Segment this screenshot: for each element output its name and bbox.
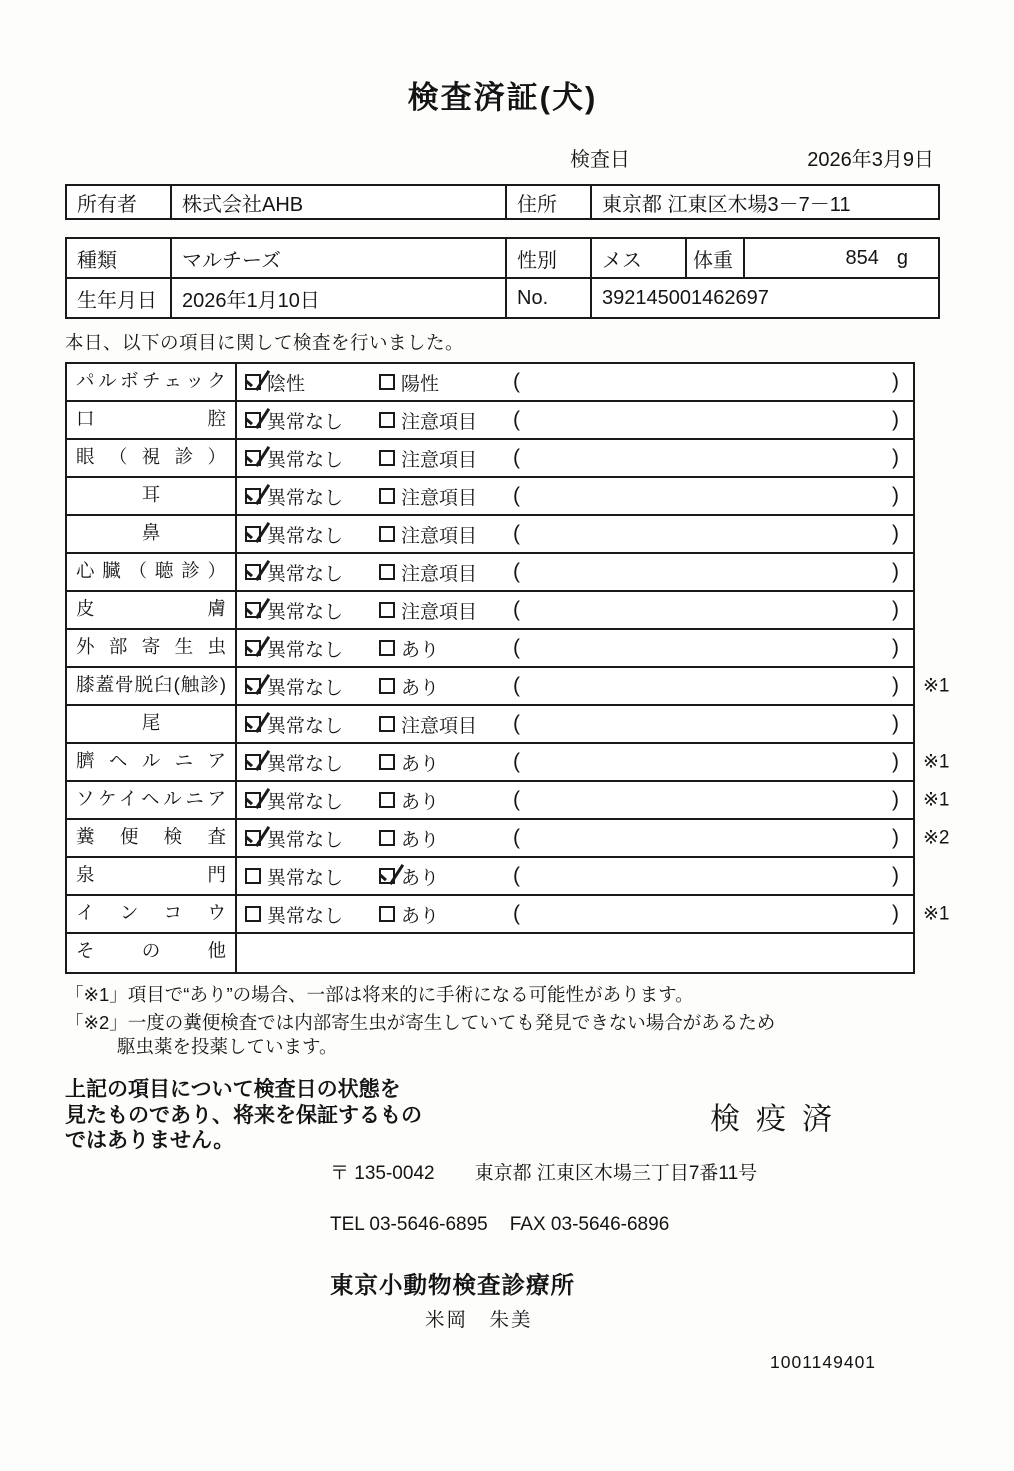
inspection-row bbox=[67, 934, 913, 972]
option-label: 異常なし bbox=[267, 601, 344, 623]
inspection-date-label: 検査日 bbox=[570, 149, 630, 171]
clinic-tel: TEL 03-5646-6895 bbox=[330, 1213, 488, 1235]
option-label: 陽性 bbox=[401, 373, 440, 395]
option-label: 異常なし bbox=[267, 715, 344, 737]
inspection-option-secondary bbox=[371, 896, 505, 932]
inspection-option-primary bbox=[237, 820, 371, 856]
inspection-row bbox=[67, 478, 913, 516]
breed-value: マルチーズ bbox=[172, 239, 507, 277]
inspection-row bbox=[67, 364, 913, 402]
paren-close: ) bbox=[892, 598, 899, 621]
inspection-remarks-field bbox=[505, 896, 913, 932]
checkbox-unchecked-icon bbox=[245, 868, 261, 884]
checkbox-unchecked-icon bbox=[379, 564, 395, 580]
paren-close: ) bbox=[892, 902, 899, 925]
checkbox-unchecked-icon bbox=[379, 830, 395, 846]
owner-label: 所有者 bbox=[67, 186, 172, 218]
inspection-option-secondary bbox=[371, 364, 505, 400]
weight-label: 体重 bbox=[687, 239, 745, 277]
sex-value: メス bbox=[592, 239, 687, 277]
inspection-remarks-field bbox=[505, 706, 913, 742]
clinic-contact-row bbox=[330, 1214, 1014, 1236]
inspection-empty-field bbox=[237, 934, 913, 972]
paren-open: ( bbox=[513, 408, 520, 431]
footnote-reference: ※1 bbox=[923, 675, 950, 697]
option-label: 異常なし bbox=[267, 829, 344, 851]
number-value: 392145001462697 bbox=[602, 286, 769, 309]
inspection-option-secondary bbox=[371, 478, 505, 514]
checkbox-unchecked-icon bbox=[379, 374, 395, 390]
footnote-2 bbox=[65, 1011, 1014, 1059]
paren-close: ) bbox=[892, 788, 899, 811]
clinic-name: 東京小動物検査診療所 bbox=[330, 1271, 575, 1298]
inspection-option-secondary bbox=[371, 516, 505, 552]
checkbox-checked-icon bbox=[245, 564, 261, 580]
checkbox-checked-icon bbox=[245, 830, 261, 846]
paren-open: ( bbox=[513, 636, 520, 659]
paren-close: ) bbox=[892, 370, 899, 393]
inspection-row bbox=[67, 440, 913, 478]
inspection-option-primary bbox=[237, 630, 371, 666]
paren-close: ) bbox=[892, 408, 899, 431]
option-label: 異常なし bbox=[267, 449, 344, 471]
paren-open: ( bbox=[513, 484, 520, 507]
clinic-postal-code: 〒 135-0042 bbox=[330, 1162, 435, 1184]
checkbox-unchecked-icon bbox=[379, 754, 395, 770]
inspection-row bbox=[67, 858, 913, 896]
inspection-option-secondary bbox=[371, 782, 505, 818]
inspection-remarks-field bbox=[505, 744, 913, 780]
clinic-fax: FAX 03-5646-6896 bbox=[509, 1213, 670, 1235]
option-label: あり bbox=[401, 905, 440, 927]
option-label: 注意項目 bbox=[401, 487, 478, 509]
serial-number: 1001149401 bbox=[770, 1351, 877, 1372]
inspection-option-secondary bbox=[371, 554, 505, 590]
option-label: 注意項目 bbox=[401, 449, 478, 471]
paren-close: ) bbox=[892, 864, 899, 887]
inspection-option-primary bbox=[237, 364, 371, 400]
option-label: 注意項目 bbox=[401, 563, 478, 585]
paren-open: ( bbox=[513, 370, 520, 393]
checkbox-unchecked-icon bbox=[379, 716, 395, 732]
inspection-item-label: パルボチェック bbox=[67, 364, 237, 400]
option-label: あり bbox=[401, 639, 440, 661]
number-label: No. bbox=[507, 279, 592, 317]
paren-close: ) bbox=[892, 750, 899, 773]
owner-value: 株式会社AHB bbox=[172, 186, 507, 218]
inspection-item-label: 膝蓋骨脱臼(触診) bbox=[67, 668, 237, 704]
option-label: あり bbox=[401, 829, 440, 851]
inspection-row bbox=[67, 706, 913, 744]
checkbox-checked-icon bbox=[245, 412, 261, 428]
paren-open: ( bbox=[513, 446, 520, 469]
inspection-option-secondary bbox=[371, 668, 505, 704]
option-label: あり bbox=[401, 753, 440, 775]
checkbox-checked-icon bbox=[245, 792, 261, 808]
inspection-row bbox=[67, 554, 913, 592]
inspection-option-secondary bbox=[371, 706, 505, 742]
inspection-row bbox=[67, 782, 950, 820]
inspection-option-primary bbox=[237, 744, 371, 780]
inspection-option-secondary bbox=[371, 440, 505, 476]
inspection-option-secondary bbox=[371, 630, 505, 666]
option-label: 異常なし bbox=[267, 639, 344, 661]
checkbox-unchecked-icon bbox=[379, 488, 395, 504]
inspection-remarks-field bbox=[505, 554, 913, 590]
inspection-item-label: 耳 bbox=[67, 478, 237, 514]
footnote-reference: ※1 bbox=[923, 751, 950, 773]
disclaimer-text bbox=[65, 1077, 460, 1154]
option-label: 異常なし bbox=[267, 487, 344, 509]
footnote-1: 「※1」項目で“あり”の場合、一部は将来的に手術になる可能性があります。 bbox=[65, 984, 694, 1005]
checkbox-unchecked-icon bbox=[379, 792, 395, 808]
inspection-option-primary bbox=[237, 706, 371, 742]
option-label: 異常なし bbox=[267, 563, 344, 585]
birthdate-value: 2026年1月10日 bbox=[172, 279, 507, 317]
option-label: 異常なし bbox=[267, 905, 344, 927]
intro-text: 本日、以下の項目に関して検査を行いました。 bbox=[65, 332, 465, 353]
document-title: 検査済証(犬) bbox=[407, 80, 598, 115]
inspection-item-label: 臍ヘルニア bbox=[67, 744, 237, 780]
inspection-row bbox=[67, 744, 950, 782]
option-label: 異常なし bbox=[267, 867, 344, 889]
option-label: 注意項目 bbox=[401, 601, 478, 623]
option-label: 注意項目 bbox=[401, 715, 478, 737]
option-label: 異常なし bbox=[267, 677, 344, 699]
inspection-item-label: その他 bbox=[67, 934, 237, 972]
inspection-item-label: 泉門 bbox=[67, 858, 237, 894]
inspection-option-primary bbox=[237, 668, 371, 704]
inspection-item-label: 糞便検査 bbox=[67, 820, 237, 856]
inspection-remarks-field bbox=[505, 668, 913, 704]
weight-value: 854 bbox=[845, 246, 879, 269]
inspection-row bbox=[67, 516, 913, 554]
checkbox-checked-icon bbox=[245, 450, 261, 466]
breed-label: 種類 bbox=[67, 239, 172, 277]
clinic-address-row bbox=[330, 1158, 1014, 1185]
checkbox-unchecked-icon bbox=[379, 450, 395, 466]
checkbox-checked-icon bbox=[379, 868, 395, 884]
examiner-name: 米岡 朱美 bbox=[425, 1308, 533, 1331]
checkbox-checked-icon bbox=[245, 374, 261, 390]
checkbox-checked-icon bbox=[245, 602, 261, 618]
inspection-option-secondary bbox=[371, 402, 505, 438]
option-label: あり bbox=[401, 791, 440, 813]
clinic-address: 東京都 江東区木場三丁目7番11号 bbox=[474, 1162, 758, 1184]
inspection-item-label: 外部寄生虫 bbox=[67, 630, 237, 666]
paren-open: ( bbox=[513, 560, 520, 583]
paren-open: ( bbox=[513, 788, 520, 811]
inspection-row bbox=[67, 592, 913, 630]
footnote-2-line-2: 駆虫薬を投薬しています。 bbox=[117, 1036, 338, 1058]
inspection-row bbox=[67, 820, 950, 858]
option-label: 注意項目 bbox=[401, 411, 478, 433]
inspection-option-primary bbox=[237, 516, 371, 552]
footnote-reference: ※1 bbox=[923, 903, 950, 925]
weight-value-cell bbox=[745, 239, 938, 277]
inspection-item-label: インコウ bbox=[67, 896, 237, 932]
inspection-row bbox=[67, 896, 950, 934]
inspection-option-secondary bbox=[371, 592, 505, 628]
checkbox-unchecked-icon bbox=[379, 602, 395, 618]
inspection-remarks-field bbox=[505, 478, 913, 514]
inspection-remarks-field bbox=[505, 440, 913, 476]
checkbox-unchecked-icon bbox=[379, 640, 395, 656]
paren-close: ) bbox=[892, 674, 899, 697]
inspection-option-secondary bbox=[371, 858, 505, 894]
inspection-remarks-field bbox=[505, 516, 913, 552]
inspection-option-primary bbox=[237, 782, 371, 818]
checkbox-unchecked-icon bbox=[379, 412, 395, 428]
option-label: 異常なし bbox=[267, 791, 344, 813]
option-label: 異常なし bbox=[267, 525, 344, 547]
inspection-option-primary bbox=[237, 478, 371, 514]
inspection-remarks-field bbox=[505, 858, 913, 894]
paren-open: ( bbox=[513, 750, 520, 773]
inspection-option-primary bbox=[237, 858, 371, 894]
checkbox-checked-icon bbox=[245, 488, 261, 504]
inspection-item-label: 眼（視診） bbox=[67, 440, 237, 476]
address-value: 東京都 江東区木場3－7－11 bbox=[602, 193, 851, 216]
checkbox-checked-icon bbox=[245, 640, 261, 656]
checkbox-checked-icon bbox=[245, 526, 261, 542]
paren-close: ) bbox=[892, 560, 899, 583]
paren-open: ( bbox=[513, 902, 520, 925]
birthdate-label: 生年月日 bbox=[67, 279, 172, 317]
address-label: 住所 bbox=[507, 186, 592, 218]
paren-open: ( bbox=[513, 712, 520, 735]
option-label: 注意項目 bbox=[401, 525, 478, 547]
option-label: 陰性 bbox=[267, 373, 306, 395]
paren-open: ( bbox=[513, 826, 520, 849]
checkbox-unchecked-icon bbox=[379, 526, 395, 542]
sex-label: 性別 bbox=[507, 239, 592, 277]
inspection-option-secondary bbox=[371, 744, 505, 780]
inspection-item-label: 心臓（聴診） bbox=[67, 554, 237, 590]
inspection-item-label: 皮膚 bbox=[67, 592, 237, 628]
checkbox-checked-icon bbox=[245, 754, 261, 770]
checkbox-checked-icon bbox=[245, 678, 261, 694]
inspection-option-secondary bbox=[371, 820, 505, 856]
paren-close: ) bbox=[892, 446, 899, 469]
pet-info-row-2 bbox=[65, 279, 940, 319]
inspection-row bbox=[67, 668, 950, 706]
inspection-remarks-field bbox=[505, 364, 913, 400]
inspection-row bbox=[67, 402, 913, 440]
inspection-option-primary bbox=[237, 440, 371, 476]
inspection-option-primary bbox=[237, 402, 371, 438]
disclaimer-row bbox=[65, 1077, 940, 1154]
paren-close: ) bbox=[892, 826, 899, 849]
checkbox-unchecked-icon bbox=[379, 678, 395, 694]
inspection-item-label: ソケイヘルニア bbox=[67, 782, 237, 818]
disclaimer-line-3: ではありません。 bbox=[65, 1129, 235, 1153]
paren-open: ( bbox=[513, 864, 520, 887]
option-label: あり bbox=[401, 677, 440, 699]
inspection-remarks-field bbox=[505, 402, 913, 438]
inspection-option-primary bbox=[237, 592, 371, 628]
option-label: 異常なし bbox=[267, 753, 344, 775]
paren-close: ) bbox=[892, 484, 899, 507]
weight-unit: g bbox=[896, 246, 908, 269]
paren-open: ( bbox=[513, 522, 520, 545]
disclaimer-line-2: 見たものであり、将来を保証するもの bbox=[65, 1103, 422, 1127]
inspection-row bbox=[67, 630, 913, 668]
inspection-option-primary bbox=[237, 554, 371, 590]
footnote-reference: ※2 bbox=[923, 827, 950, 849]
paren-open: ( bbox=[513, 598, 520, 621]
inspection-item-label: 尾 bbox=[67, 706, 237, 742]
inspection-date-value: 2026年3月9日 bbox=[807, 149, 934, 171]
checkbox-unchecked-icon bbox=[245, 906, 261, 922]
inspection-option-primary bbox=[237, 896, 371, 932]
disclaimer-line-1: 上記の項目について検査日の状態を bbox=[65, 1078, 401, 1102]
owner-table bbox=[65, 184, 940, 220]
paren-open: ( bbox=[513, 674, 520, 697]
inspection-remarks-field bbox=[505, 820, 913, 856]
inspection-remarks-field bbox=[505, 782, 913, 818]
option-label: あり bbox=[401, 867, 440, 889]
paren-close: ) bbox=[892, 522, 899, 545]
paren-close: ) bbox=[892, 636, 899, 659]
footnote-2-line-1: 「※2」一度の糞便検査では内部寄生虫が寄生していても発見できない場合があるため bbox=[65, 1012, 776, 1034]
inspection-date-row bbox=[65, 143, 940, 172]
inspection-table bbox=[65, 362, 950, 974]
option-label: 異常なし bbox=[267, 411, 344, 433]
paren-close: ) bbox=[892, 712, 899, 735]
inspection-remarks-field bbox=[505, 630, 913, 666]
inspection-item-label: 口腔 bbox=[67, 402, 237, 438]
checkbox-checked-icon bbox=[245, 716, 261, 732]
checkbox-unchecked-icon bbox=[379, 906, 395, 922]
inspection-remarks-field bbox=[505, 592, 913, 628]
quarantine-passed-stamp: 検疫済 bbox=[710, 1102, 848, 1136]
inspection-item-label: 鼻 bbox=[67, 516, 237, 552]
pet-info-row-1 bbox=[65, 237, 940, 279]
footnote-reference: ※1 bbox=[923, 789, 950, 811]
